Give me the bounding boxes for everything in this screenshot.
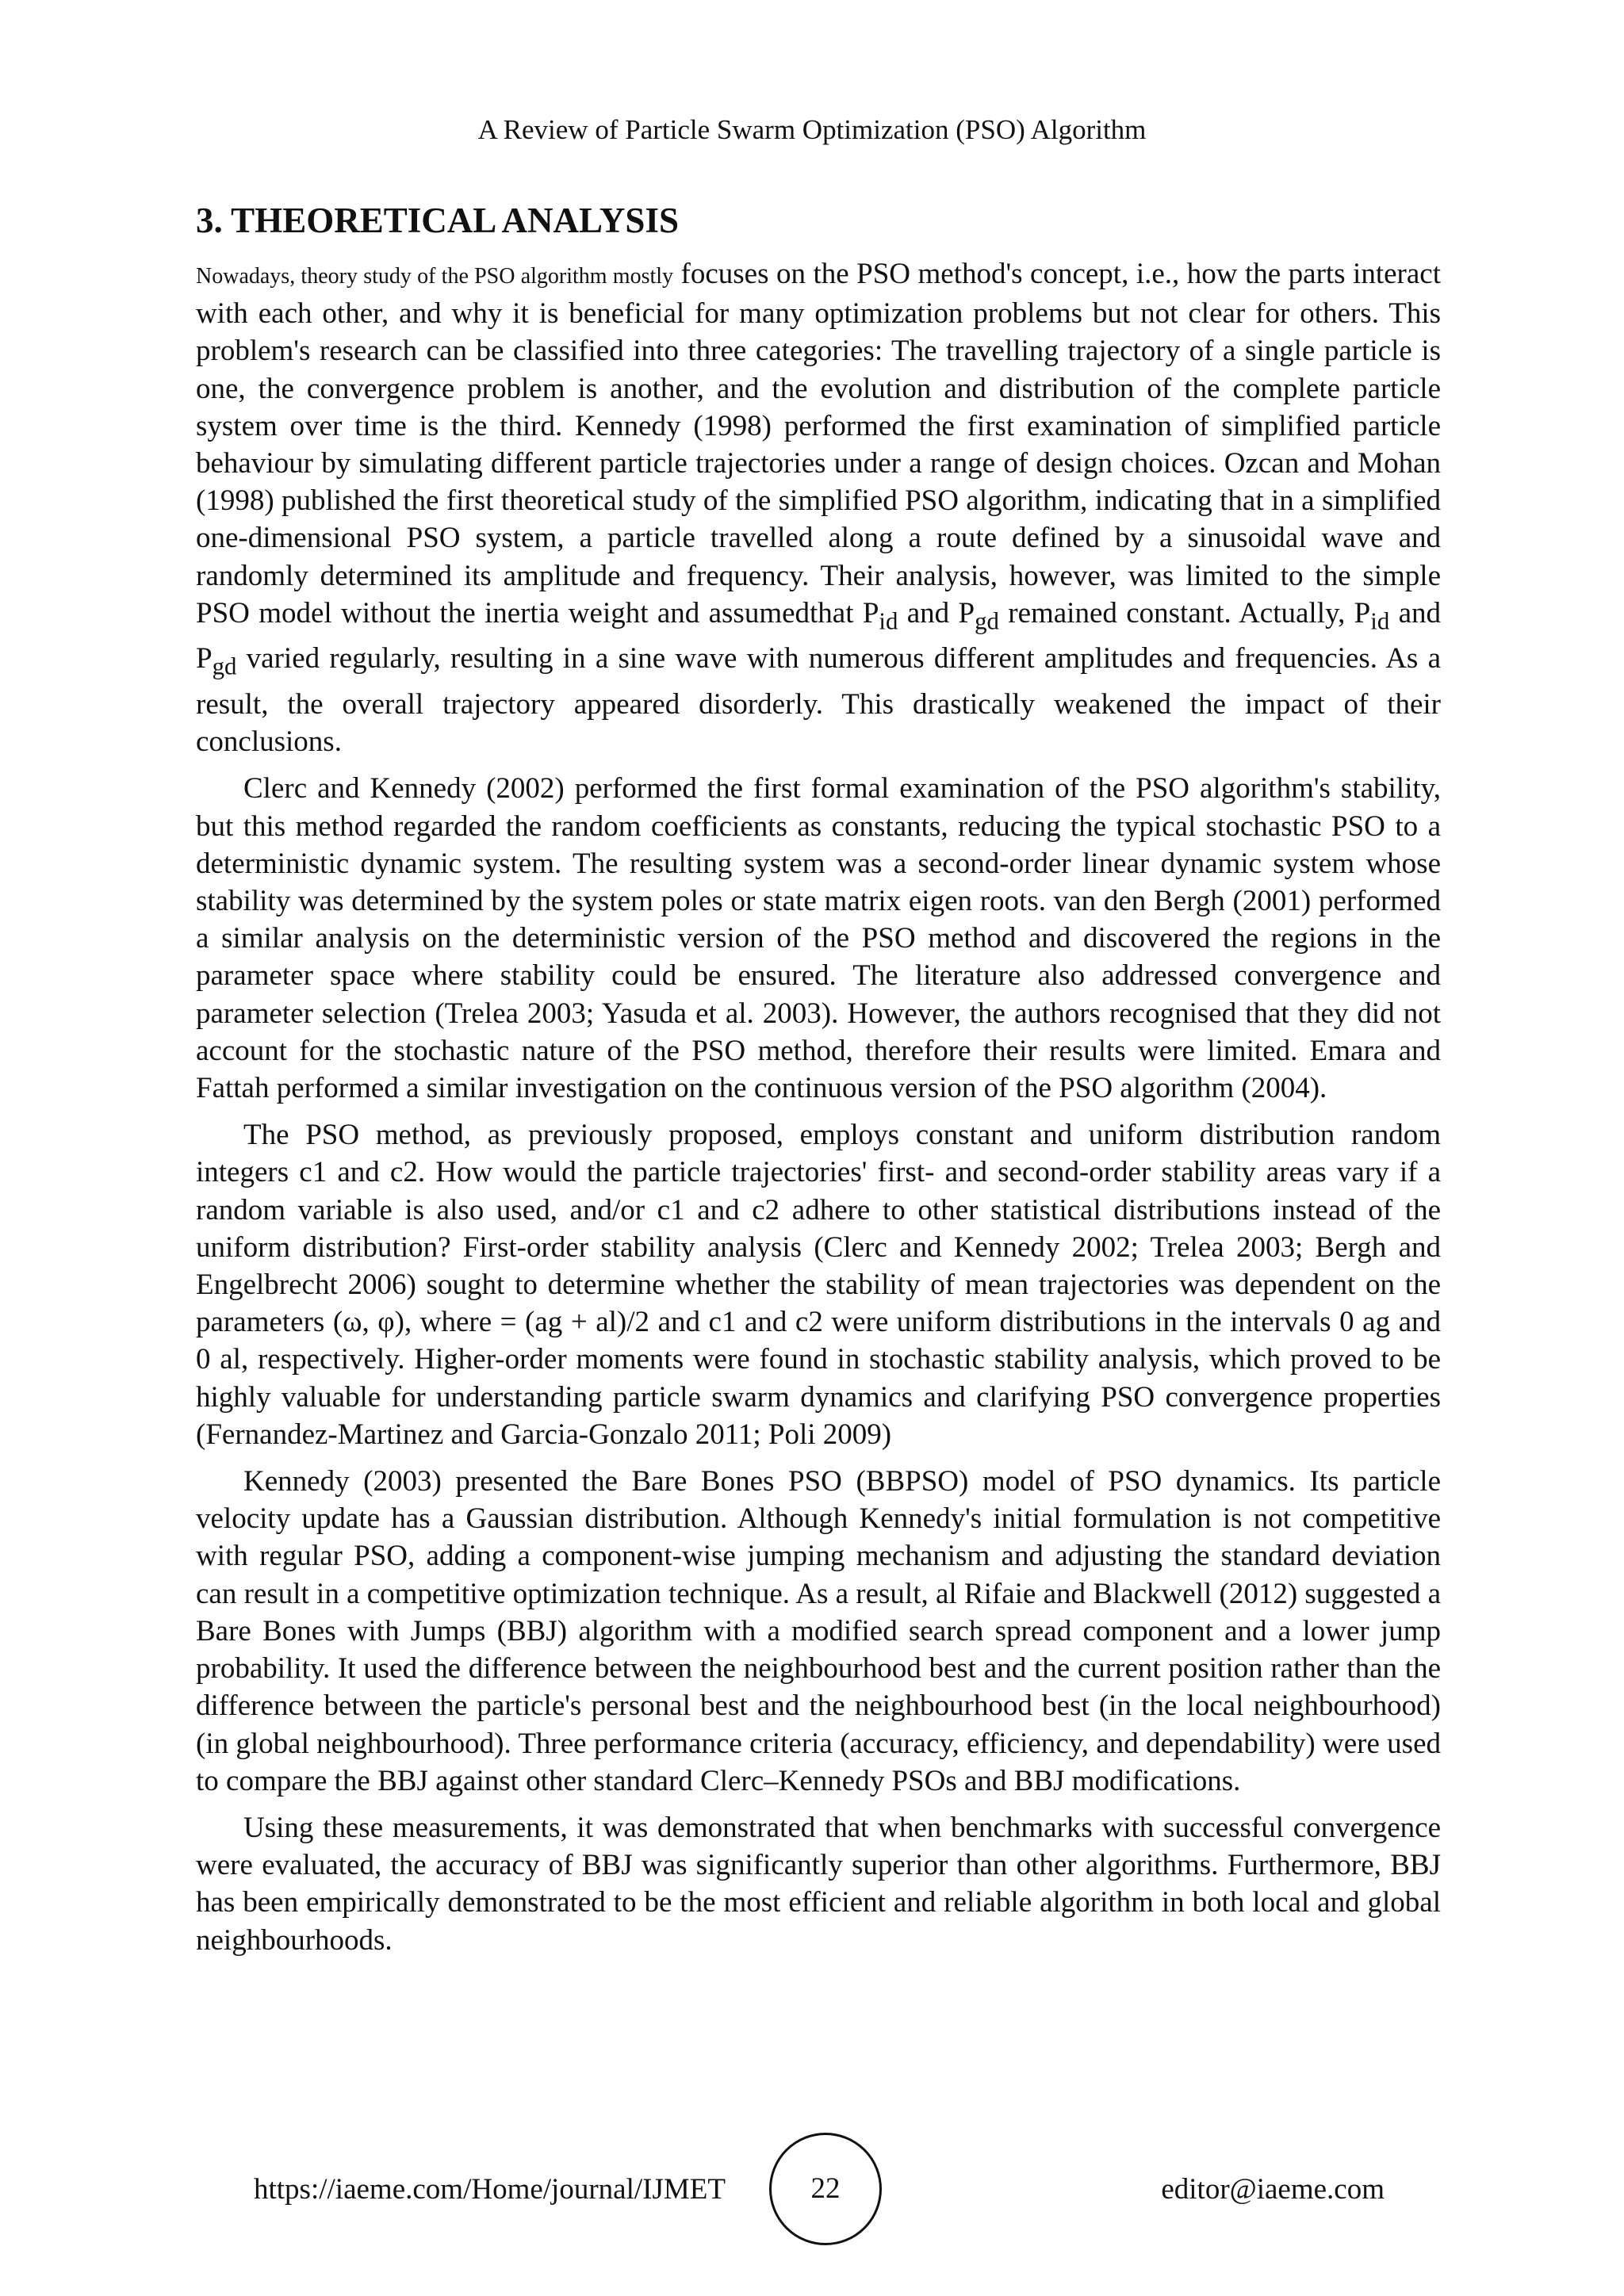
paragraph-4: Kennedy (2003) presented the Bare Bones PSO (BBPSO) model of PSO dynamics. Its particle velocity update has a Gaussian distribution. Although Kennedy's initial formulation is not competitive with regular PSO, adding a component-wise jumping mechanism and adjusting the standard deviation can result in a competitive optimization technique. As a result, al Rifaie and Blackwell (2012) suggested a Bare Bones with Jumps (BBJ) algorithm with a modified search spread component and a lower jump probability. It used the difference between the neighbourhood best and the current position rather than the difference between the particle's personal best and the neighbourhood best (in the local neighbourhood) (in global neighbourhood). Three performance criteria (accuracy, efficiency, and dependability) were used to compare the BBJ against other standard Clerc–Kennedy PSOs and BBJ modifications. xyxy=(196,1465,1441,1797)
paragraph-2: Clerc and Kennedy (2002) performed the first formal examination of the PSO algorithm's stability, but this method regarded the random coefficients as constants, reducing the typical stochastic PSO to a deterministic dynamic system. The resulting system was a second-order linear dynamic system whose stability was determined by the system poles or state matrix eigen roots. van den Bergh (2001) performed a similar analysis on the deterministic version of the PSO method and discovered the regions in the parameter space where stability could be ensured. The literature also addressed convergence and parameter selection (Trelea 2003; Yasuda et al. 2003). However, the authors recognised that they did not account for the stochastic nature of the PSO method, therefore their results were limited. Emara and Fattah performed a similar investigation on the continuous version of the PSO algorithm (2004). xyxy=(196,772,1441,1105)
subscript-id: id xyxy=(1370,607,1390,635)
paragraph-5: Using these measurements, it was demonstrated that when benchmarks with successful convergence were evaluated, the accuracy of BBJ was significantly superior than other algorithms. Furthermore, BBJ has been empirically demonstrated to be the most efficient and reliable algorithm in both local and global neighbourhoods. xyxy=(196,1811,1441,1957)
subscript-id: id xyxy=(879,607,898,635)
page-number: 22 xyxy=(810,2172,841,2205)
subscript-gd: gd xyxy=(975,607,999,635)
page-number-circle xyxy=(769,2133,882,2245)
paragraph-3: The PSO method, as previously proposed, employs constant and uniform distribution random integers c1 and c2. How would the particle trajectories' first- and second-order stability areas vary if a random variable is also used, and/or c1 and c2 adhere to other statistical distributions instead of the uniform distribution? First-order stability analysis (Clerc and Kennedy 2002; Trelea 2003; Bergh and Engelbrecht 2006) sought to determine whether the stability of mean trajectories was dependent on the parameters (ω, φ), where = (ag + al)/2 and c1 and c2 were uniform distributions in the intervals 0 ag and 0 al, respectively. Higher-order moments were found in stochastic stability analysis, which proved to be highly valuable for understanding particle swarm dynamics and clarifying PSO convergence properties (Fernandez-Martinez and Garcia-Gonzalo 2011; Poli 2009) xyxy=(196,1119,1441,1451)
running-header: A Review of Particle Swarm Optimization (PSO) Algorithm xyxy=(477,114,1147,145)
body-text xyxy=(196,255,1441,1969)
paragraph-1-lead: Nowadays, theory study of the PSO algorithm mostly xyxy=(196,264,674,289)
subscript-gd: gd xyxy=(212,652,237,680)
footer-journal-link[interactable]: https://iaeme.com/Home/journal/IJMET xyxy=(254,2173,726,2206)
footer-email-link[interactable]: editor@iaeme.com xyxy=(1161,2173,1385,2206)
paragraph-1: Nowadays, theory study of the PSO algorithm mostly focuses on the PSO method's concept, i.e., how the parts interact with each other, and why it is beneficial for many optimization problems but not clear for others. This problem's research can be classified into three categories: The travelling trajectory of a single particle is one, the convergence problem is another, and the evolution and distribution of the complete particle system over time is the third. Kennedy (1998) performed the first examination of simplified particle behaviour by simulating different particle trajectories under a range of design choices. Ozcan and Mohan (1998) published the first theoretical study of the simplified PSO algorithm, indicating that in a simplified one-dimensional PSO system, a particle travelled along a route defined by a sinusoidal wave and randomly determined its amplitude and frequency. Their analysis, however, was limited to the simple PSO model without the inertia weight and assumedthat $P_{id}$ and $P_{gd}$ remained constant. Actually, $P_{id}$ and $P_{gd}$ varied regularly, resulting in a sine wave with numerous different amplitudes and frequencies. As a result, the overall trajectory appeared disorderly. This drastically weakened the impact of their conclusions. xyxy=(196,258,1441,759)
section-title: 3. THEORETICAL ANALYSIS xyxy=(196,201,679,240)
